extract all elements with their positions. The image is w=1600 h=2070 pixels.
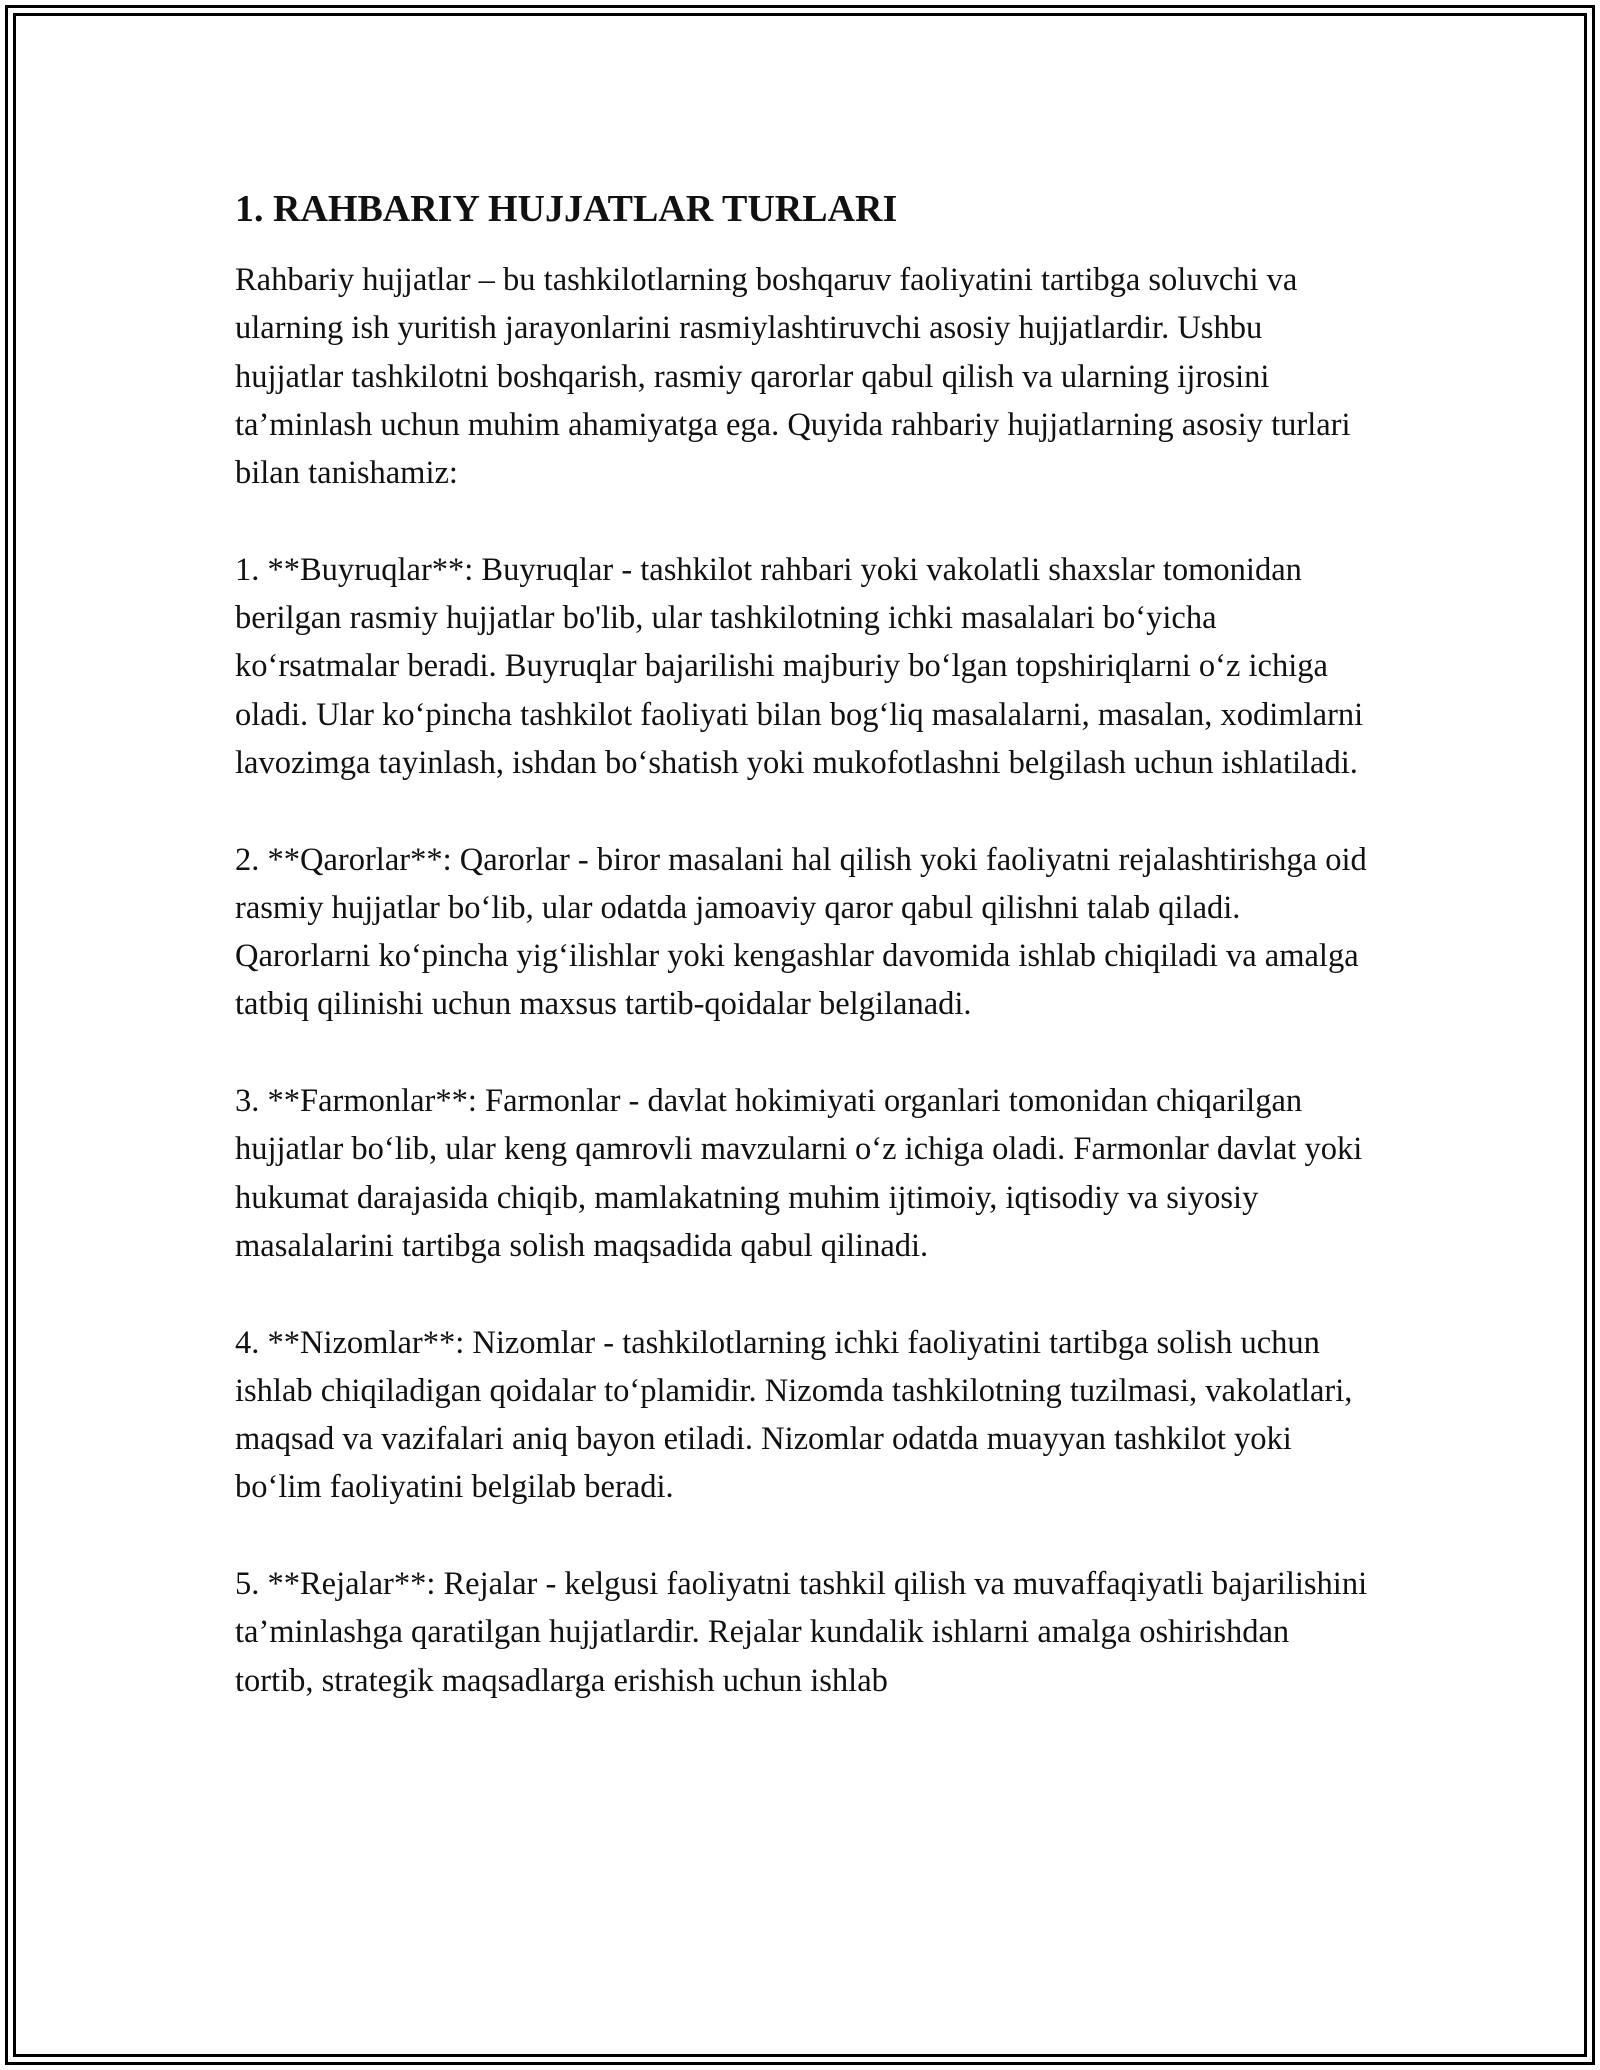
- document-title: 1. RAHBARIY HUJJATLAR TURLARI: [235, 188, 898, 230]
- list-item-nizomlar: 4. **Nizomlar**: Nizomlar - tashkilotlarning ichki faoliyatini tartibga solish uchun ishlab chiqiladigan qoidalar to‘plamidir. Nizomda tashkilotning tuzilmasi, vakolatlari, maqsad va vazifalari aniq bayon etiladi. Nizomlar odatda muayyan tashkilot yoki bo‘lim faoliyatini belgilab beradi.: [235, 1324, 1353, 1506]
- document-body: [235, 185, 1370, 1753]
- list-item-qarorlar: 2. **Qarorlar**: Qarorlar - biror masalani hal qilish yoki faoliyatni rejalashtirishga oid rasmiy hujjatlar bo‘lib, ular odatda jamoaviy qaror qabul qilishni talab qiladi. Qarorlarni ko‘pincha yig‘ilishlar yoki kengashlar davomida ishlab chiqiladi va amalga tatbiq qilinishi uchun maxsus tartib-qoidalar belgilanadi.: [235, 841, 1367, 1023]
- list-item-rejalar: 5. **Rejalar**: Rejalar - kelgusi faoliyatni tashkil qilish va muvaffaqiyatli bajarilishini ta’minlashga qaratilgan hujjatlardir. Rejalar kundalik ishlarni amalga oshirishdan tortib, strategik maqsadlarga erishish uchun ishlab: [235, 1566, 1368, 1699]
- list-item-farmonlar: 3. **Farmonlar**: Farmonlar - davlat hokimiyati organlari tomonidan chiqarilgan hujjatlar bo‘lib, ular keng qamrovli mavzularni o‘z ichiga oladi. Farmonlar davlat yoki hukumat darajasida chiqib, mamlakatning muhim ijtimoiy, iqtisodiy va siyosiy masalalarini tartibga solish maqsadida qabul qilinadi.: [235, 1083, 1363, 1264]
- list-item-buyruqlar: 1. **Buyruqlar**: Buyruqlar - tashkilot rahbari yoki vakolatli shaxslar tomonidan berilgan rasmiy hujjatlar bo'lib, ular tashkilotning ichki masalalari bo‘yicha ko‘rsatmalar beradi. Buyruqlar bajarilishi majburiy bo‘lgan topshiriqlarni o‘z ichiga oladi. Ular ko‘pincha tashkilot faoliyati bilan bog‘liq masalalarni, masalan, xodimlarni lavozimga tayinlash, ishdan bo‘shatish yoki mukofotlashni belgilash uchun ishlatiladi.: [235, 551, 1364, 781]
- intro-paragraph: Rahbariy hujjatlar – bu tashkilotlarning boshqaruv faoliyatini tartibga soluvchi va ularning ish yuritish jarayonlarini rasmiylashtiruvchi asosiy hujjatlardir. Ushbu hujjatlar tashkilotni boshqarish, rasmiy qarorlar qabul qilish va ularning ijrosini ta’minlash uchun muhim ahamiyatga ega. Quyida rahbariy hujjatlarning asosiy turlari bilan tanishamiz:: [235, 262, 1351, 492]
